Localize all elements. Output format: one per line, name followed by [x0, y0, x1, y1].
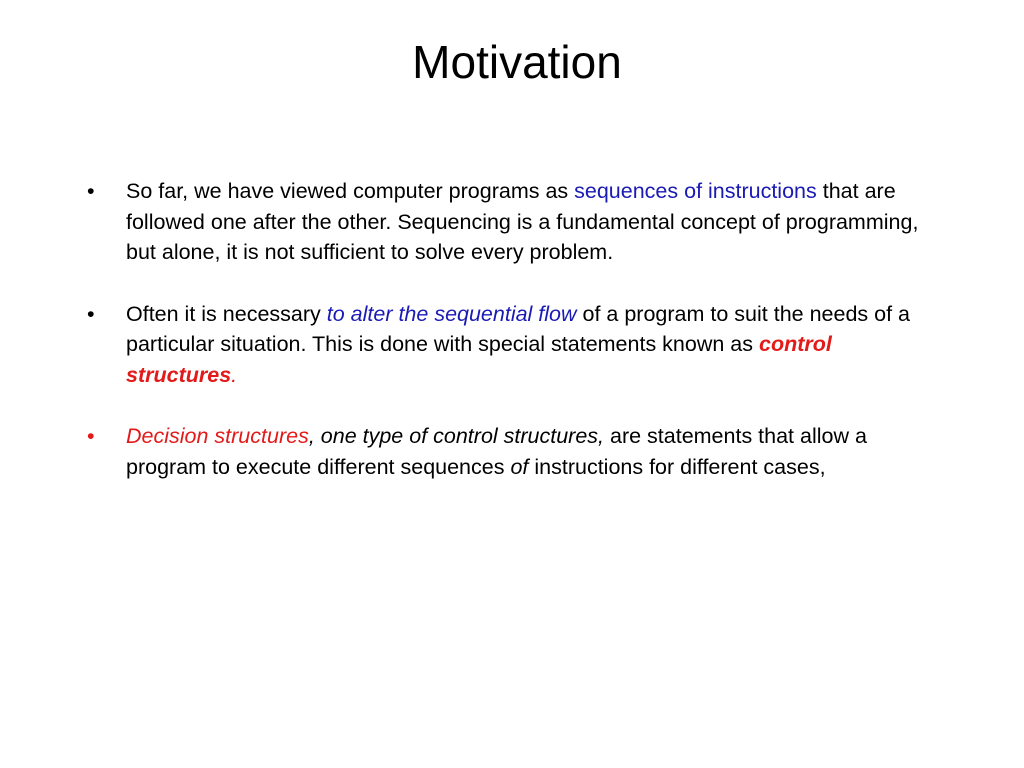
bullet-item-sequencing — [0, 176, 1024, 268]
bullet-point-icon: • — [87, 179, 95, 203]
bullet-list — [0, 176, 1024, 513]
bullet-point-icon: • — [87, 424, 95, 448]
bullet-text-italic-of: of — [510, 454, 529, 479]
bullet-text-italic: one type of control structures, — [314, 424, 605, 448]
bullet-item-decision-structures — [0, 421, 1024, 482]
bullet-text: that are followed one after the other. Sequencing is a fundamental concept of programming, but alone, it is not sufficient to solve every problem. — [126, 179, 919, 264]
bullet-text: of a program to suit the needs of a particular situation. This is done with special statements known as — [126, 301, 910, 356]
slide-title: Motivation — [412, 36, 622, 88]
bullet-text: are statements that allow a program to execute different sequences — [126, 424, 867, 479]
bullet-text-comma: , — [308, 424, 315, 448]
bullet-text-period: . — [231, 362, 238, 387]
highlight-sequences-of-instructions: sequences of instructions — [574, 179, 817, 203]
bullet-text: Often it is necessary — [126, 301, 327, 326]
highlight-alter-sequential-flow: to alter the sequential flow — [326, 301, 577, 326]
bullet-point-icon: • — [87, 301, 95, 326]
highlight-decision-structures: Decision structures — [126, 424, 309, 448]
bullet-text: So far, we have viewed computer programs as — [126, 179, 575, 203]
bullet-item-control-flow — [0, 299, 1024, 391]
bullet-text: instructions for different cases, — [528, 454, 826, 479]
highlight-control-structures: control structures — [126, 332, 832, 387]
